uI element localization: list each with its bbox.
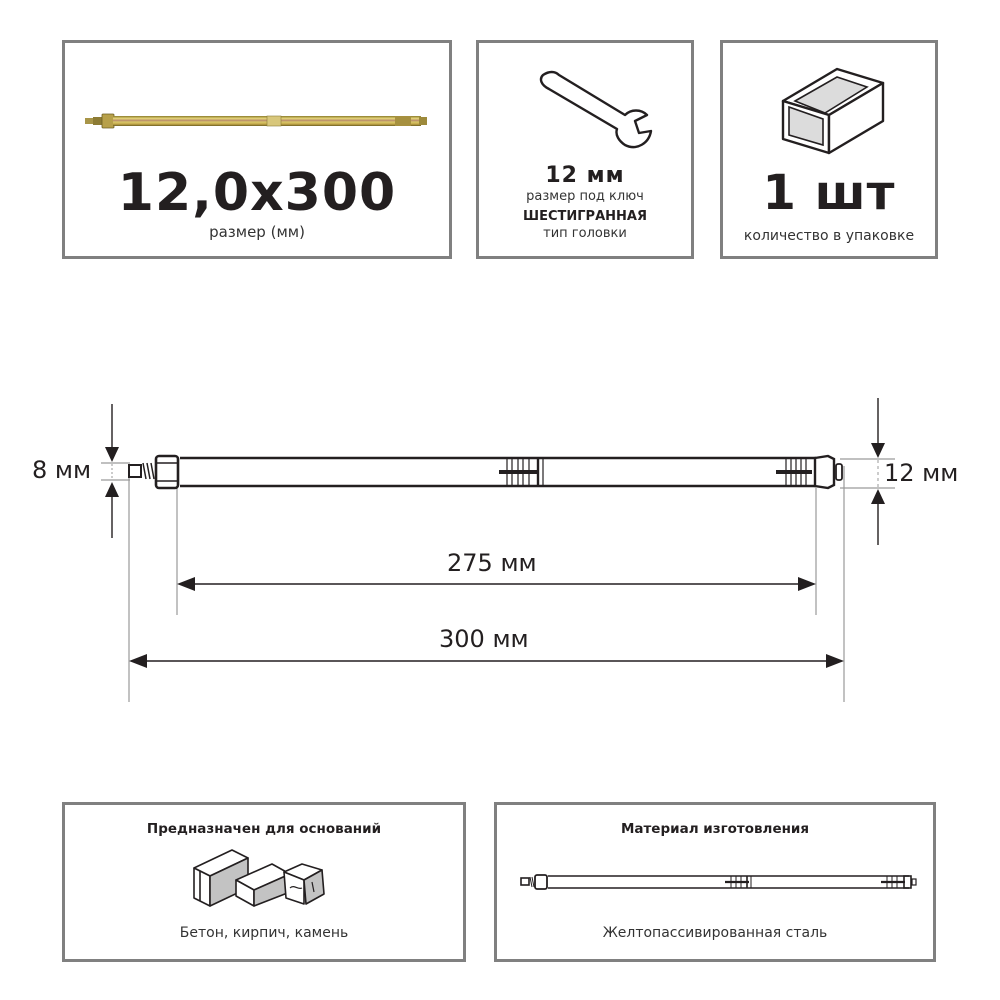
total-length-label: 300 мм (439, 625, 529, 653)
head-type-caption: тип головки (543, 226, 627, 241)
size-caption: размер (мм) (209, 223, 305, 241)
size-value: 12,0x300 (117, 163, 397, 223)
quantity-value: 1 шт (762, 165, 896, 221)
anchor-bolt-icon (519, 872, 919, 892)
quantity-caption: количество в упаковке (743, 228, 915, 244)
head-type: ШЕСТИГРАННАЯ (523, 209, 647, 224)
wrench-size: 12 мм (545, 163, 625, 188)
sleeve-length-label: 275 мм (447, 549, 537, 577)
material-caption: Желтопассивированная сталь (602, 925, 828, 941)
thread-diameter-label: 8 мм (32, 456, 92, 484)
material-title: Материал изготовления (620, 821, 810, 837)
building-blocks-icon (192, 848, 332, 910)
body-diameter-label: 12 мм (884, 459, 959, 487)
base-materials-card (62, 802, 466, 962)
material-card (494, 802, 936, 962)
base-materials-title: Предназначен для оснований (146, 821, 382, 837)
base-materials-caption: Бетон, кирпич, камень (179, 925, 349, 941)
wrench-caption: размер под ключ (526, 189, 644, 204)
